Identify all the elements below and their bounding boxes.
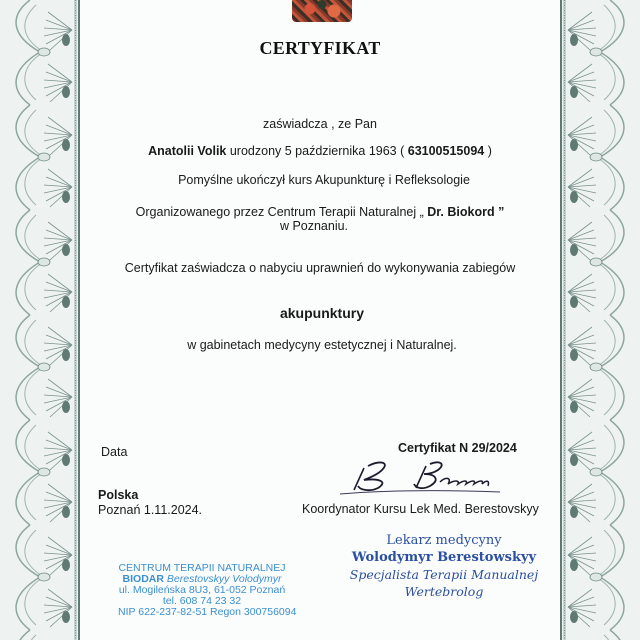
stamp-brand: BIODAR: [122, 573, 164, 585]
certificate-title: CERTYFIKAT: [259, 38, 381, 58]
organizer-text: Organizowanego przez Centrum Terapii Naturalnej „: [135, 205, 428, 219]
scope-line: w gabinetach medycyny estetycznej i Naturalnej.: [187, 338, 457, 352]
specialty-heading: akupunktury: [279, 305, 364, 321]
person-line: [0, 144, 640, 158]
stamp-center-name: CENTRUM TERAPII NATURALNEJ: [118, 562, 286, 574]
stamp-address: ul. Mogileńska 8U3, 61-052 Poznań: [118, 584, 286, 596]
country-label: Polska: [98, 488, 139, 502]
place-date: Poznań 1.11.2024.: [98, 503, 203, 517]
organizer-close: ”: [494, 205, 505, 219]
coordinator-label: Koordynator Kursu Lek Med. Berestovskyy: [302, 502, 539, 516]
stamp-doctor-name: Wolodymyr Berestowskyy: [351, 550, 537, 565]
organizer-line: [0, 205, 640, 219]
stamp-phone: tel. 608 74 23 32: [162, 595, 242, 607]
signature-icon: [330, 456, 510, 498]
stamp-ids: NIP 622-237-82-51 Regon 300756094: [118, 606, 297, 618]
stamp-doctor-specialty: Wertebrolog: [404, 584, 484, 599]
course-line: Pomyślne ukończył kurs Akupunkturę i Refleksologie: [178, 173, 470, 187]
hologram-seal-icon: [292, 0, 352, 22]
pesel-number: 63100515094: [407, 144, 485, 158]
birth-text: urodzony 5 października 1963 (: [226, 144, 408, 158]
organizer-name: Dr. Biokord: [427, 205, 495, 219]
stamp-owner: Berestovskyy Volodymyr: [163, 573, 282, 585]
rights-line: Certyfikat zaświadcza o nabyciu uprawnień do wykonywania zabiegów: [124, 261, 516, 275]
stamp-left: [118, 562, 297, 618]
stamp-right: [336, 532, 552, 600]
certificate-number: Certyfikat N 29/2024: [398, 441, 517, 455]
city-line: w Poznaniu.: [279, 219, 349, 233]
person-name: Anatolii Volik: [148, 144, 227, 158]
attests-line: zaświadcza , ze Pan: [263, 117, 377, 131]
pesel-close: ): [484, 144, 492, 158]
stamp-doctor-specialization: Specjalista Terapii Manualnej: [349, 567, 539, 582]
stamp-doctor-title: Lekarz medycyny: [386, 533, 502, 548]
date-label: Data: [101, 445, 128, 459]
